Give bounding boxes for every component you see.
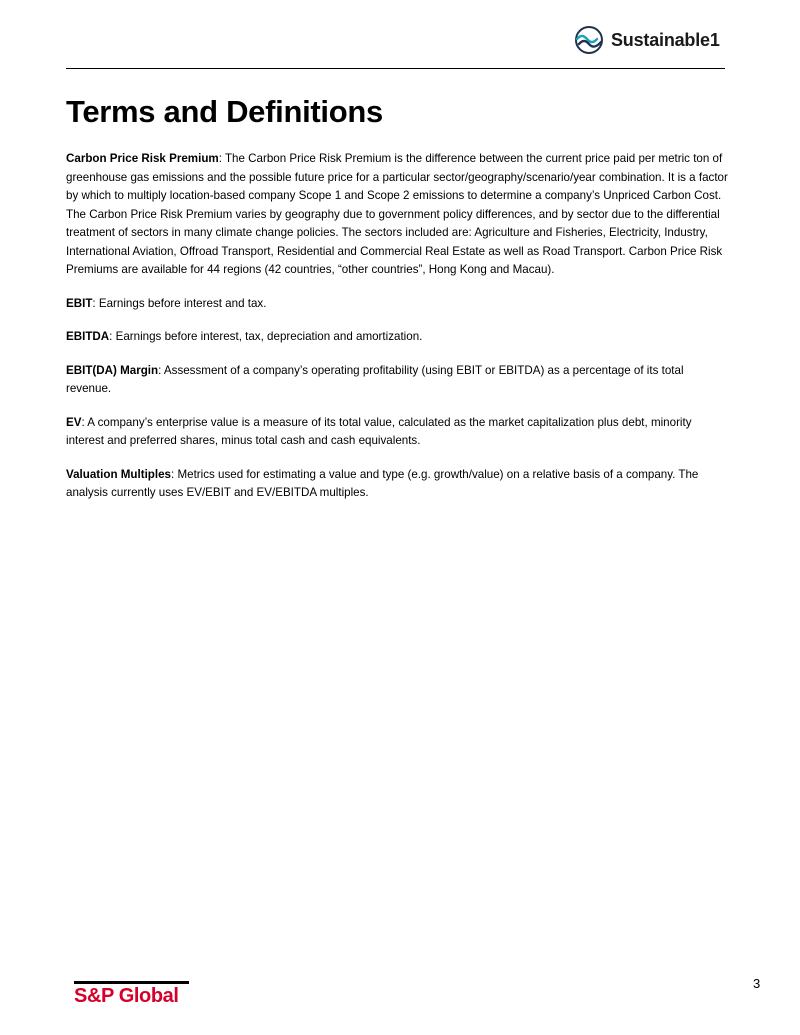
definition-term: EBIT [66, 296, 93, 310]
footer-logo-bar [74, 981, 189, 984]
header-divider [66, 68, 725, 69]
definition-term: EBITDA [66, 330, 110, 343]
definition-text: : Earnings before interest and tax. [92, 296, 267, 310]
definition-text: : Assessment of a company’s operating profitability (using EBIT or EBITDA) as a percentage of its total revenue. [66, 363, 684, 395]
definition-ebit [66, 295, 728, 314]
sp-global-logo: S&P Global [74, 985, 179, 1007]
definition-ebitda [66, 328, 728, 347]
definition-term: EV [66, 415, 82, 429]
definition-text: : Earnings before interest, tax, depreciation and amortization. [109, 330, 423, 343]
definition-ebitda-margin [66, 362, 728, 399]
definition-text: : A company’s enterprise value is a measure of its total value, calculated as the market capitalization plus debt, minority interest and preferred shares, minus total cash and cash equivalents. [66, 415, 692, 447]
definition-term: EBIT(DA) Margin [66, 363, 159, 377]
definitions-list [66, 150, 728, 518]
sustainable1-wave-icon [574, 25, 604, 55]
definition-term: Carbon Price Risk Premium [66, 152, 219, 165]
page-title: Terms and Definitions [66, 94, 383, 129]
page-number: 3 [753, 976, 761, 991]
sustainable1-logo [574, 22, 720, 58]
definition-ev [66, 414, 728, 451]
sustainable1-logo-text: Sustainable1 [611, 29, 720, 50]
definition-text: : Metrics used for estimating a value and type (e.g. growth/value) on a relative basis of a company. The analysis currently uses EV/EBIT and EV/EBITDA multiples. [66, 467, 699, 499]
definition-continuation: The Carbon Price Risk Premium varies by geography due to government policy differences, and by sector due to the differential treatment of sectors in many climate change policies. The sectors included are: Agriculture and Fisheries, Electricity, Industry, International Aviation, Offroad Transport, Residential and Commercial Real Estate as well as Road Transport. Carbon Price Risk Premiums are available for 44 regions (42 countries, “other countries”, Hong Kong and Macau). [66, 207, 723, 276]
definition-term: Valuation Multiples [66, 467, 172, 481]
definition-valuation-multiples [66, 466, 728, 503]
definition-carbon-price-risk-premium [66, 150, 728, 206]
definition-text: : The Carbon Price Risk Premium is the difference between the current price paid per metric ton of greenhouse gas emissions and the possible future price for a particular sector/geography/scenario/year combination. It is a factor by which to multiply location-based company Scope 1 and Scope 2 emissions to determine a company’s Unpriced Carbon Cost. [66, 152, 728, 202]
